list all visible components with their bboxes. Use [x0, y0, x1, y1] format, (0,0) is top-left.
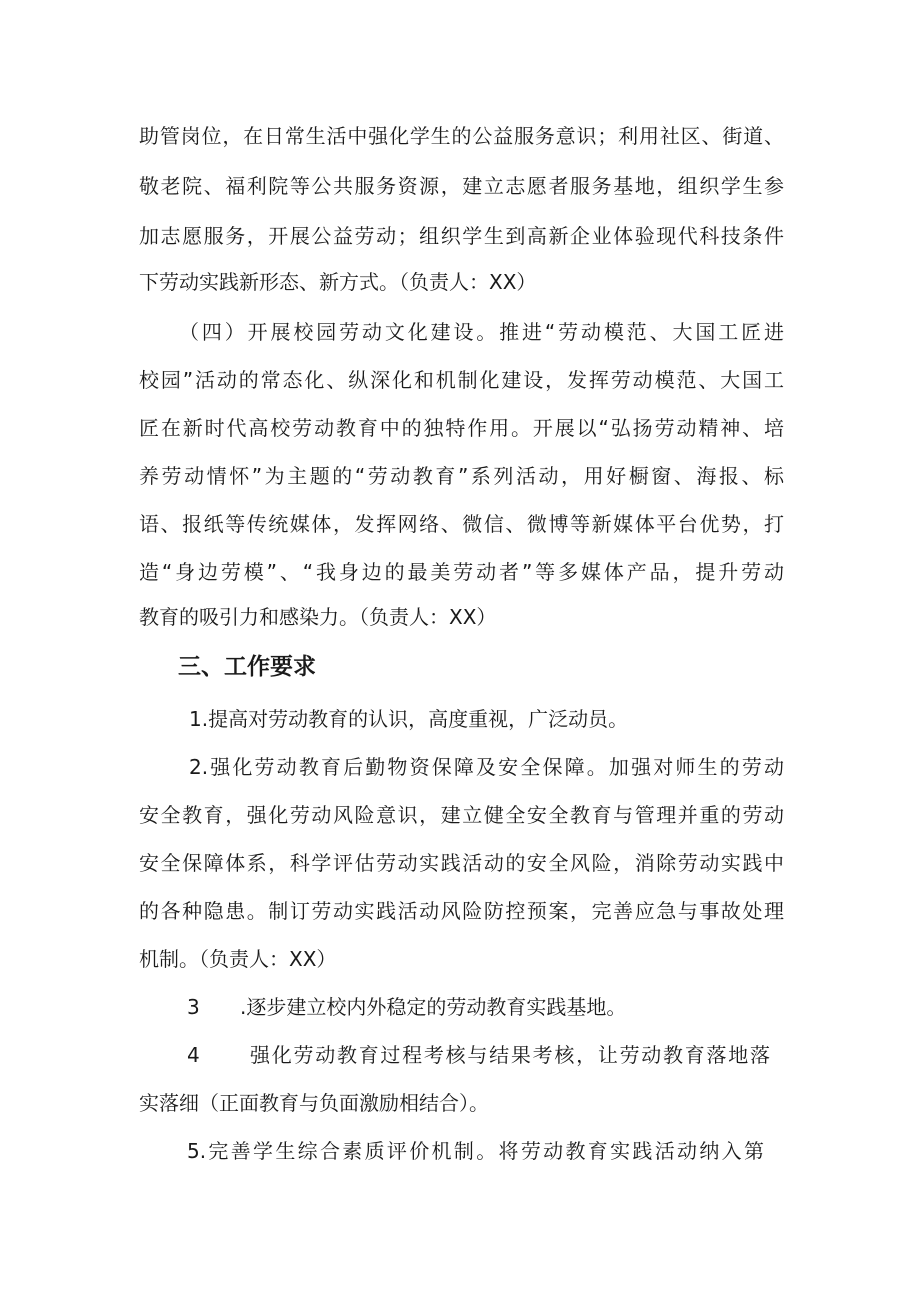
body-line: 助管岗位，在日常生活中强化学生的公益服务意识；利用社区、街道、 [139, 124, 784, 148]
body-line: 校园”活动的常态化、纵深化和机制化建设，发挥劳动模范、大国工 [139, 368, 784, 392]
requirement-item-5: 5.完善学生综合素质评价机制。将劳动教育实践活动纳入第 [187, 1139, 764, 1163]
requirement-item-4: 强化劳动教育过程考核与结果考核，让劳动教育落地落 [250, 1043, 770, 1067]
body-line: 语、报纸等传统媒体，发挥网络、微信、微博等新媒体平台优势，打 [139, 512, 784, 536]
body-line: 机制。（负责人：XX） [139, 947, 337, 971]
requirement-item-2: 2.强化劳动教育后勤物资保障及安全保障。加强对师生的劳动 [189, 755, 784, 779]
requirement-item-3: .逐步建立校内外稳定的劳动教育实践基地。 [240, 995, 627, 1019]
body-line: 安全保障体系，科学评估劳动实践活动的安全风险，消除劳动实践中 [139, 851, 784, 875]
requirement-item-4-number: 4 [187, 1043, 200, 1067]
body-line: 教育的吸引力和感染力。（负责人：XX） [139, 605, 497, 629]
paragraph-four-first-line: （四）开展校园劳动文化建设。推进“劳动模范、大国工匠进 [179, 320, 784, 344]
body-line: 加志愿服务，开展公益劳动；组织学生到高新企业体验现代科技条件 [139, 224, 784, 248]
requirement-item-1: 1.提高对劳动教育的认识，高度重视，广泛动员。 [189, 707, 629, 731]
body-line: 安全教育，强化劳动风险意识，建立健全安全教育与管理并重的劳动 [139, 803, 784, 827]
requirement-item-3-number: 3 [187, 995, 200, 1019]
body-line: 造“身边劳模”、“我身边的最美劳动者”等多媒体产品，提升劳动 [139, 560, 784, 584]
body-line: 养劳动情怀”为主题的“劳动教育”系列活动，用好橱窗、海报、标 [139, 464, 784, 488]
body-line: 的各种隐患。制订劳动实践活动风险防控预案，完善应急与事故处理 [139, 899, 784, 923]
body-line: 下劳动实践新形态、新方式。（负责人：XX） [139, 270, 537, 294]
body-line: 敬老院、福利院等公共服务资源，建立志愿者服务基地，组织学生参 [139, 174, 784, 198]
body-line: 实落细（正面教育与负面激励相结合）。 [139, 1091, 489, 1115]
body-line: 匠在新时代高校劳动教育中的独特作用。开展以“弘扬劳动精神、培 [139, 416, 784, 440]
section-heading: 三、工作要求 [178, 654, 316, 680]
